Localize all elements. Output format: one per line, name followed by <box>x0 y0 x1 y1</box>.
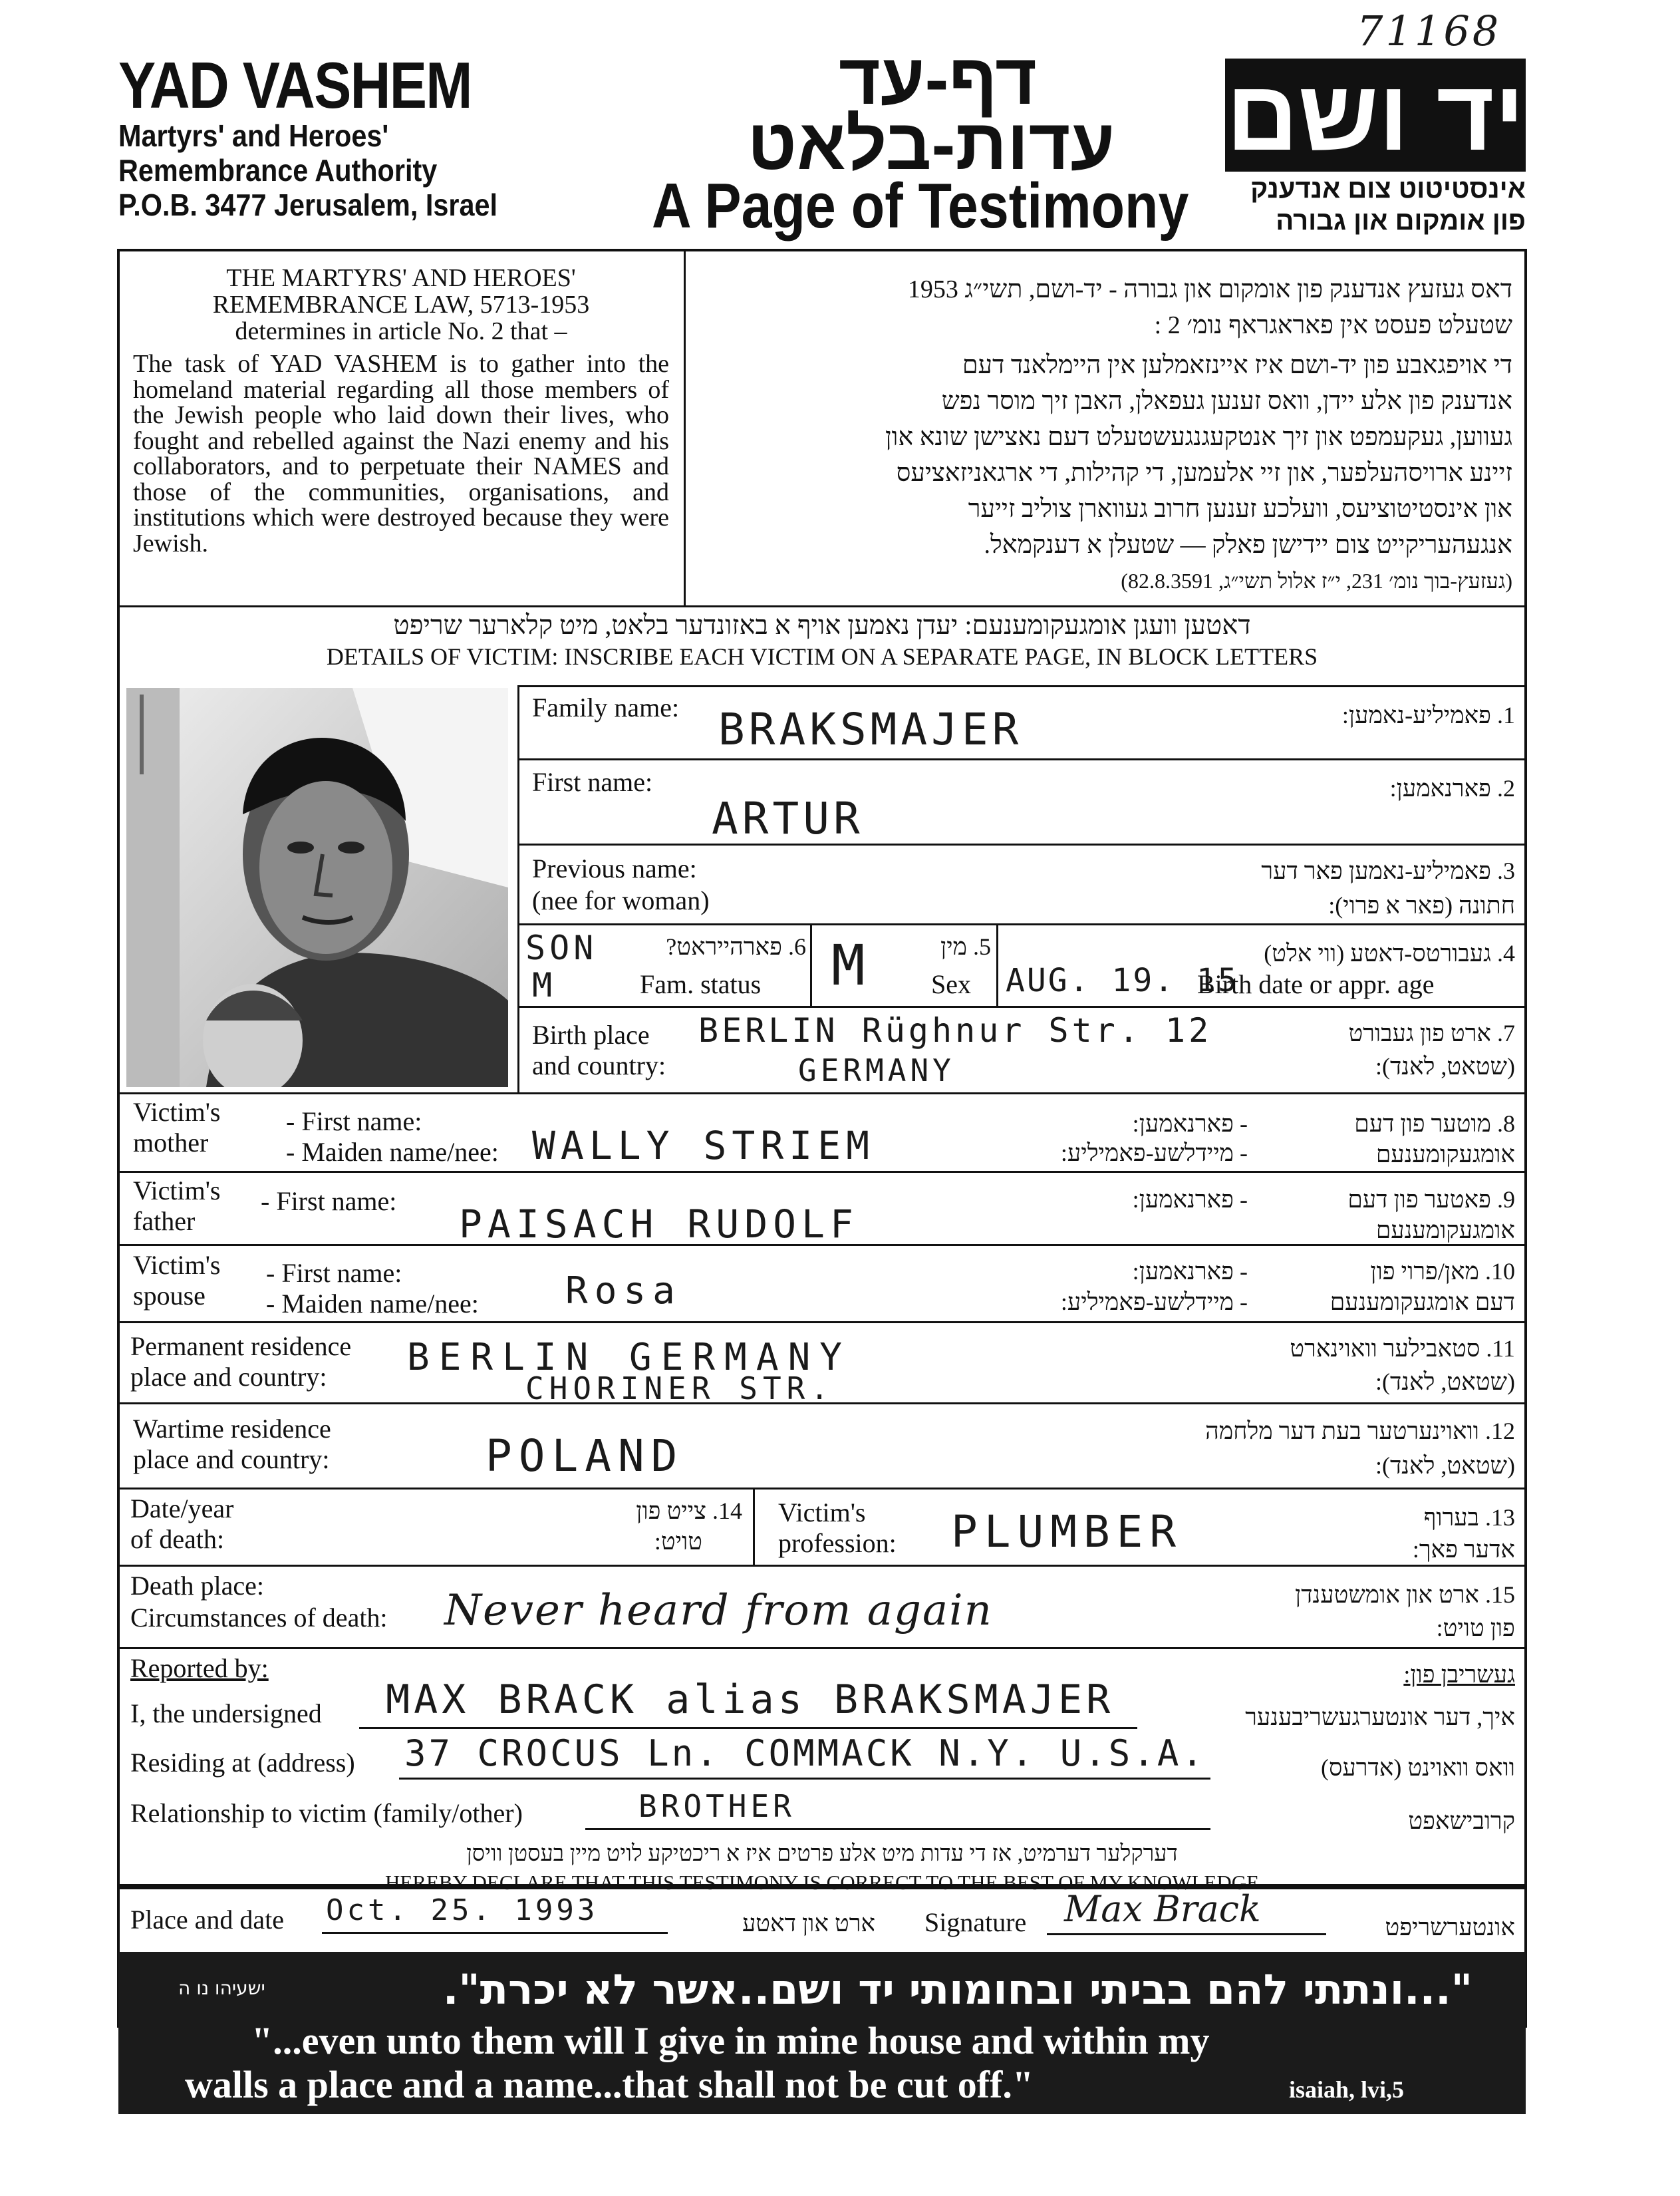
row-line <box>517 685 1527 687</box>
father-heb-2: אומגעקומענעם <box>1375 1217 1515 1243</box>
hebrew-quote: "...ונתתי להם בביתי ובחומותי יד ושם..אשר לא יכרת". <box>442 1965 1472 2014</box>
declaration-heb: דערקלער דערמיט, אז די עדות מיט אלע פרטים איז א ריכטיקע לויט מיין בעסטן וויסן <box>466 1841 1178 1866</box>
father-label-1: Victim's <box>133 1176 221 1205</box>
family-name-label: Family name: <box>532 693 680 722</box>
profession-value[interactable]: PLUMBER <box>951 1506 1183 1557</box>
photo-divider <box>517 685 519 1092</box>
address-value[interactable]: 37 CROCUS Ln. COMMACK N.Y. U.S.A. <box>404 1732 1206 1774</box>
undersigned-label: I, the undersigned <box>130 1698 322 1728</box>
father-value[interactable]: PAISACH RUDOLF <box>459 1201 859 1247</box>
logo: יד ושם <box>1226 59 1525 171</box>
row-line <box>117 1647 1527 1649</box>
profession-label-2: profession: <box>778 1528 897 1558</box>
address-label: Residing at (address) <box>130 1748 355 1778</box>
signature-heb: אונטערשריפט <box>1385 1914 1515 1941</box>
law-divider <box>684 249 686 605</box>
org-line3: P.O.B. 3477 Jerusalem, Israel <box>118 188 498 222</box>
sex-label: Sex <box>931 969 971 999</box>
birth-place-value-1[interactable]: BERLIN Rüghnur Str. 12 <box>698 1011 1212 1050</box>
perm-residence-value-2[interactable]: CHORINER STR. <box>525 1370 835 1406</box>
reported-by-heading: Reported by: <box>130 1653 269 1683</box>
profession-heb-1: 13. בערוף <box>1423 1504 1515 1531</box>
spouse-heb-2: דעם אומגעקומענעם <box>1330 1289 1515 1315</box>
row-line <box>117 1565 1527 1567</box>
yiddish-title-2: עדות-בלאט <box>747 104 1115 184</box>
page-title: A Page of Testimony <box>652 170 1189 241</box>
father-label-2: father <box>133 1206 196 1236</box>
birth-place-label-2: and country: <box>532 1050 666 1080</box>
law-yiddish-line: און אינסטיטוציעס, וועלכע זענען חרוב געווארן צוליב זייער <box>968 495 1512 523</box>
mother-label-2: mother <box>133 1128 209 1158</box>
family-name-value[interactable]: BRAKSMAJER <box>718 704 1023 755</box>
perm-residence-label-2: place and country: <box>130 1362 327 1392</box>
profession-heb-2: אדער פאך: <box>1412 1536 1515 1563</box>
spouse-label-1: Victim's <box>133 1250 221 1280</box>
signature-label: Signature <box>924 1907 1027 1937</box>
underline <box>359 1727 1137 1729</box>
underline <box>585 1828 1210 1830</box>
underline <box>399 1778 1210 1780</box>
father-heb-1: 9. פאטער פון דעם <box>1347 1186 1515 1213</box>
org-name: YAD VASHEM <box>118 49 472 122</box>
place-date-heb: ארט און דאטע <box>742 1910 875 1937</box>
death-date-heb-2: טויט: <box>654 1528 702 1555</box>
birth-place-heb-2: (שטאט, לאנד): <box>1375 1053 1515 1080</box>
spouse-hsub-2: - מיידלשע-פאמיליע: <box>1060 1289 1248 1315</box>
law-yiddish-line: אנדענק פון אלע יידן, וואס זענען געפאלן, האבן זיך מוסר נפש <box>941 387 1512 415</box>
mother-sub-2: - Maiden name/nee: <box>286 1137 499 1167</box>
fam-status-heb: 6. פארהייראט? <box>666 933 806 960</box>
father-sub-1: - First name: <box>261 1186 397 1216</box>
law-yiddish-line: געווען, געקעמפט און זיך אנטקעגנגעשטעלט דעם נאצישן שונא און <box>885 423 1512 451</box>
hebrew-quote-ref: ישעיהו נו ה <box>178 1977 265 1999</box>
details-top-line <box>117 605 1527 607</box>
fam-status-value-2[interactable]: M <box>532 966 557 1005</box>
perm-residence-value-1[interactable]: BERLIN GERMANY <box>407 1336 852 1379</box>
perm-residence-heb-1: 11. סטאבילער וואוינארט <box>1290 1335 1515 1362</box>
row-line <box>517 844 1527 846</box>
place-date-label: Place and date <box>130 1905 284 1935</box>
reported-by-heading-heb: געשריבן פון: <box>1403 1661 1515 1688</box>
wartime-residence-value[interactable]: POLAND <box>486 1430 684 1482</box>
org-line1: Martyrs' and Heroes' <box>118 118 389 153</box>
mother-hsub-1: - פארנאמען: <box>1132 1110 1248 1137</box>
law-body: The task of YAD VASHEM is to gather into the homeland material regarding all those members of the Jewish people who laid down their lives, who fought and rebelled against the Nazi enemy and his collaborators, and to perpetuate their NAMES and those of the communities, organisations, and institutions which were destroyed because they were Jewish. <box>133 350 669 557</box>
cell-divider <box>753 1488 755 1565</box>
law-heading-2: REMEMBRANCE LAW, 5713-1953 <box>212 291 590 319</box>
spouse-value[interactable]: Rosa <box>565 1269 682 1313</box>
wartime-residence-heb-1: 12. וואוינערטער בעת דער מלחמה <box>1205 1418 1515 1444</box>
underline <box>1047 1933 1326 1935</box>
cell-divider <box>810 923 812 1006</box>
row-line <box>517 1006 1527 1008</box>
spouse-sub-2: - Maiden name/nee: <box>266 1289 479 1319</box>
victim-photo <box>126 688 508 1087</box>
birth-place-heb-1: 7. ארט פון געבורט <box>1348 1020 1515 1046</box>
row-line <box>117 1244 1527 1246</box>
mother-sub-1: - First name: <box>286 1106 422 1136</box>
mother-hsub-2: - מיידלשע-פאמיליע: <box>1060 1140 1248 1166</box>
yiddish-org-2: פון אומקום און גבורה <box>1276 206 1526 235</box>
mother-value[interactable]: WALLY STRIEM <box>532 1123 875 1168</box>
row-line <box>117 1488 1527 1490</box>
undersigned-heb: איך, דער אונטערגעשריבענער <box>1245 1704 1515 1730</box>
row-line <box>117 1171 1527 1173</box>
wartime-residence-label-2: place and country: <box>133 1444 330 1474</box>
details-header-english: DETAILS OF VICTIM: INSCRIBE EACH VICTIM ON A SEPARATE PAGE, IN BLOCK LETTERS <box>326 643 1318 670</box>
law-yiddish-line: די אויפגאבע פון יד-ושם איז איינזאמלען אין היימלאנד דעם <box>962 351 1512 379</box>
death-place-label-1: Death place: <box>130 1571 264 1601</box>
law-heading-3: determines in article No. 2 that – <box>235 317 567 345</box>
place-date-value[interactable]: Oct. 25. 1993 <box>326 1893 599 1927</box>
law-yiddish-line: שטעלט פעסט אין פאראגראף נומ׳ 2 : <box>1154 311 1512 339</box>
death-place-value[interactable]: Never heard from again <box>444 1586 993 1635</box>
perm-residence-heb-2: (שטאט, לאנד): <box>1375 1368 1515 1395</box>
photo-image <box>126 688 508 1087</box>
first-name-label: First name: <box>532 767 653 797</box>
spouse-label-2: spouse <box>133 1281 206 1311</box>
yiddish-title-1: דף-עד <box>838 39 1038 119</box>
birth-place-value-2[interactable]: GERMANY <box>798 1052 955 1088</box>
perm-residence-label-1: Permanent residence <box>130 1331 352 1361</box>
death-place-label-2: Circumstances of death: <box>130 1603 388 1633</box>
english-quote-ref: isaiah, lvi,5 <box>1289 2076 1405 2103</box>
first-name-value[interactable]: ARTUR <box>712 793 864 844</box>
law-english <box>133 265 669 556</box>
relationship-value[interactable]: BROTHER <box>638 1788 795 1824</box>
spouse-sub-1: - First name: <box>266 1258 402 1288</box>
address-heb: וואס וואוינט (אדרעס) <box>1320 1754 1515 1781</box>
death-date-label-1: Date/year <box>130 1493 234 1523</box>
law-yiddish-line: זיינע ארויסהעלפער, און זיי אלעמען, די קהילות, די ארגאניזאציעס <box>896 459 1512 487</box>
row-line <box>117 1092 1527 1094</box>
law-heading-1: THE MARTYRS' AND HEROES' <box>226 264 576 292</box>
relationship-label: Relationship to victim (family/other) <box>130 1798 523 1828</box>
death-date-heb-1: 14. צייט פון <box>636 1497 742 1524</box>
spouse-heb-1: 10. מאן/פרוי פון <box>1370 1258 1515 1285</box>
death-place-heb-2: פון טויט: <box>1436 1615 1515 1641</box>
mother-heb-1: 8. מוטער פון דעם <box>1354 1110 1515 1137</box>
wartime-residence-heb-2: (שטאט, לאנד): <box>1375 1452 1515 1479</box>
death-place-heb-1: 15. ארט און אומשטענדן <box>1295 1581 1515 1608</box>
previous-name-heb-1: 3. פאמיליע-נאמען פאר דער <box>1261 858 1515 884</box>
profession-label-1: Victim's <box>778 1497 866 1527</box>
fam-status-label: Fam. status <box>640 969 762 999</box>
fam-status-value-1[interactable]: SON <box>525 929 598 967</box>
english-quote-2: walls a place and a name...that shall not be cut off." <box>185 2063 1034 2106</box>
row-line <box>117 1321 1527 1323</box>
previous-name-label-2: (nee for woman) <box>532 885 710 915</box>
birth-place-label-1: Birth place <box>532 1020 650 1050</box>
spouse-hsub-1: - פארנאמען: <box>1132 1258 1248 1285</box>
law-yiddish-line: דאס געזעץ אנדענק פון אומקום און גבורה - יד-ושם, תשי״ג 1953 <box>907 275 1512 303</box>
archive-number: 71168 <box>1357 7 1502 55</box>
declaration: HEREBY DECLARE THAT THIS TESTIMONY IS CORRECT TO THE BEST OF MY KNOWLEDGE <box>384 1871 1260 1894</box>
details-header-yiddish: דאטען וועגן אומגעקומענעם: יעדן נאמען אויף א באזונדער בלאט, מיט קלארער שריפט <box>393 610 1251 640</box>
undersigned-value[interactable]: MAX BRACK alias BRAKSMAJER <box>386 1676 1115 1723</box>
previous-name-heb-2: חתונה (פאר א פרוי): <box>1328 892 1515 919</box>
previous-name-label: Previous name: <box>532 854 697 883</box>
mother-heb-2: אומגעקומענעם <box>1375 1141 1515 1168</box>
birth-date-label: Birth date or appr. age <box>1197 969 1435 999</box>
english-quote-1: "...even unto them will I give in mine house and within my <box>251 2019 1210 2062</box>
birth-date-value[interactable]: AUG. 19. 15 <box>1006 962 1239 999</box>
relationship-heb: קרובישאפט <box>1408 1807 1515 1834</box>
death-date-label-2: of death: <box>130 1524 225 1554</box>
law-yiddish <box>698 271 1512 599</box>
sex-value[interactable]: M <box>831 933 869 998</box>
law-yiddish-line: (געזעץ-בוך נומ׳ 231, י״ז אלול תשי״ג, 82.8.3591) <box>1121 569 1512 593</box>
family-name-heb: 1. פאמיליע-נאמען: <box>1341 702 1515 728</box>
father-hsub-1: - פארנאמען: <box>1132 1186 1248 1213</box>
row-line <box>517 758 1527 760</box>
sex-heb: 5. מין <box>940 933 991 960</box>
cell-divider <box>996 923 998 1006</box>
wartime-residence-label-1: Wartime residence <box>133 1414 331 1444</box>
yiddish-org-1: אינסטיטוט צום אנדענק <box>1250 174 1526 204</box>
row-line <box>117 1402 1527 1404</box>
signature-value[interactable]: Max Brack <box>1064 1888 1261 1930</box>
first-name-heb: 2. פארנאמען: <box>1389 775 1515 802</box>
mother-label-1: Victim's <box>133 1097 221 1127</box>
org-line2: Remembrance Authority <box>118 153 438 188</box>
underline <box>322 1932 668 1934</box>
row-line <box>517 923 1527 925</box>
org-block <box>118 49 539 222</box>
birth-date-heb: 4. געבורטס-דאטע (ווי אלט) <box>1264 940 1515 967</box>
law-yiddish-line: אנגעהעריקייט צום יידישן פאלק — שטעלן א דענקמאל. <box>984 531 1512 559</box>
footer-banner <box>118 1952 1526 2114</box>
